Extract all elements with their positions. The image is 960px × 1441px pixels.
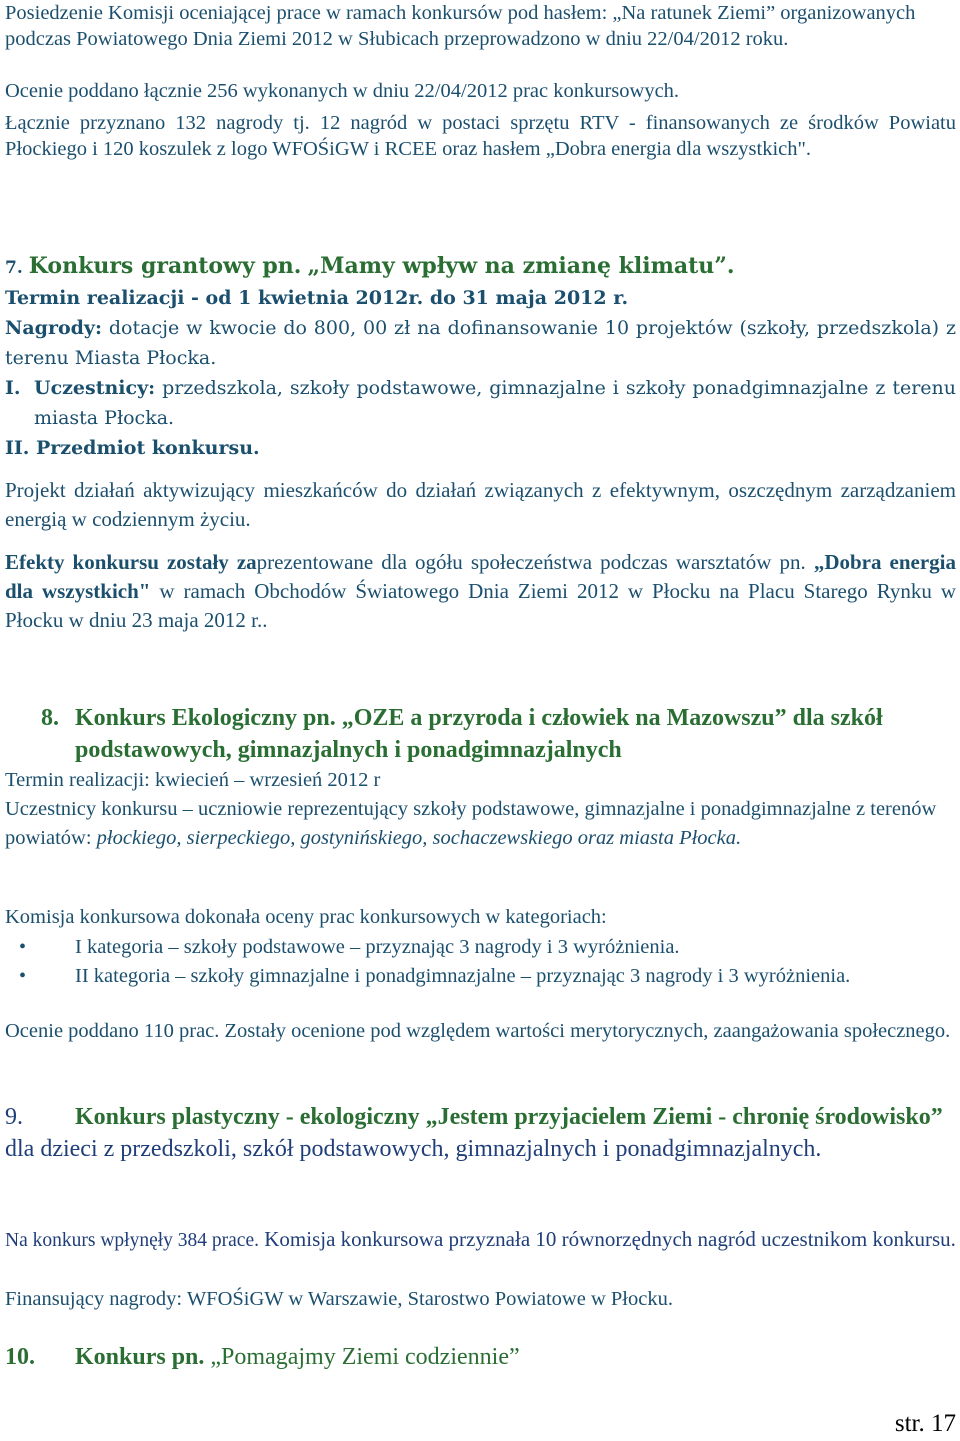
uczestnicy-text: przedszkola, szkoły podstawowe, gimnazjalne i szkoły ponadgimnazjalne z terenu miasta Płocka. xyxy=(34,377,956,429)
uczestnicy-label: Uczestnicy: xyxy=(34,377,156,399)
intro-paragraph-2: Ocenie poddano łącznie 256 wykonanych w dniu 22/04/2012 prac konkursowych. xyxy=(5,80,680,102)
uczestnicy-number: I. xyxy=(5,377,21,399)
section-9-wplynely xyxy=(5,1224,956,1256)
nagrody-label: Nagrody: xyxy=(5,317,102,339)
intro-paragraph-3: Łącznie przyznano 132 nagrody tj. 12 nagród w postaci sprzętu RTV - finansowanych ze środków Powiatu Płockiego i 120 koszulek z logo WFOŚiGW i RCEE oraz hasłem „Dobra energia dla wszystkich". xyxy=(5,112,956,160)
efekty-bold: Efekty konkursu zostały za xyxy=(5,550,257,574)
category-text: I kategoria – szkoły podstawowe – przyznając 3 nagrody i 3 wyróżnienia. xyxy=(75,936,680,958)
category-item xyxy=(5,932,956,962)
section-8-number: 8. xyxy=(41,705,59,731)
section-7-heading xyxy=(5,251,956,283)
bullet-icon: • xyxy=(19,936,27,958)
section-8-komisja: Komisja konkursowa dokonała oceny prac konkursowych w kategoriach: xyxy=(5,906,607,928)
efekty-rest: w ramach Obchodów Światowego Dnia Ziemi 2012 w Płocku na Placu Starego Rynku w Płocku w dniu 23 maja 2012 r.. xyxy=(5,579,957,632)
section-7-projekt: Projekt działań aktywizujący mieszkańców do działań związanych z efektywnym, oszczędnym zarządzaniem energią w codziennym życiu. xyxy=(5,478,956,531)
section-8-termin: Termin realizacji: kwiecień – wrzesień 2012 r xyxy=(5,769,381,791)
section-8-category-2 xyxy=(5,962,956,990)
page-number: str. 17 xyxy=(894,1410,956,1437)
section-8-uczestnicy-text: Uczestnicy konkursu – uczniowie reprezentujący szkoły podstawowe, gimnazjalne i ponadgimnazjalne z terenów powiatów: xyxy=(5,798,937,849)
section-8-categories xyxy=(5,932,956,962)
section-8-uczestnicy-italic: płockiego, sierpeckiego, gostynińskiego, sochaczewskiego oraz miasta Płocka. xyxy=(96,827,742,849)
section-8-uczestnicy xyxy=(5,795,956,853)
nagrody-text: dotacje w kwocie do 800, 00 zł na dofinansowanie 10 projektów (szkoły, przedszkola) z terenu Miasta Płocka. xyxy=(5,317,956,369)
section-7-termin: Termin realizacji - od 1 kwietnia 2012r. do 31 maja 2012 r. xyxy=(5,287,629,309)
section-9-number: 9. xyxy=(5,1104,23,1130)
section-9-wplynely-a: Na konkurs wpłynęły 384 prace. xyxy=(5,1230,259,1251)
section-8-heading xyxy=(5,702,956,766)
efekty-event-name: „Dobra energia dla wszystkich" xyxy=(5,550,956,603)
section-7-title: Konkurs grantowy pn. xyxy=(28,253,302,279)
section-9-heading xyxy=(5,1101,956,1165)
section-7 xyxy=(5,251,956,463)
section-8-title: Konkurs Ekologiczny pn. „OZE a przyroda i człowiek na Mazowszu” dla szkół podstawowych, gimnazjalnych i ponadgimnazjalnych xyxy=(75,705,883,763)
category-text: II kategoria – szkoły gimnazjalne i ponadgimnazjalne – przyznając 3 nagrody i 3 wyróżnienia. xyxy=(75,965,851,987)
section-10-title: Konkurs pn. xyxy=(75,1344,205,1370)
section-9-finansujacy: Finansujący nagrody: WFOŚiGW w Warszawie, Starostwo Powiatowe w Płocku. xyxy=(5,1288,673,1310)
section-7-przedmiot: II. Przedmiot konkursu. xyxy=(5,437,260,459)
section-10-heading xyxy=(5,1341,956,1373)
section-8-ocenie: Ocenie poddano 110 prac. Zostały ocenione pod względem wartości merytorycznych, zaangażowania społecznego. xyxy=(5,1020,951,1042)
intro-paragraph-1: Posiedzenie Komisji oceniającej prace w ramach konkursów pod hasłem: „Na ratunek Ziemi” organizowanych podczas Powiatowego Dnia Ziemi 2012 w Słubicach przeprowadzono w dniu 22/04/2012 roku. xyxy=(5,2,916,50)
section-10-number: 10. xyxy=(5,1344,35,1370)
bullet-icon: • xyxy=(19,965,27,987)
section-9-wplynely-b: Komisja konkursowa przyznała 10 równorzędnych nagród uczestnikom konkursu. xyxy=(264,1227,956,1251)
section-7-title-name: „Mamy wpływ na zmianę klimatu”. xyxy=(307,253,735,279)
section-10-title-rest: „Pomagajmy Ziemi codziennie” xyxy=(210,1344,520,1370)
section-8-body xyxy=(5,766,956,853)
section-7-nagrody xyxy=(5,313,956,373)
section-9-title-rest: dla dzieci z przedszkoli, szkół podstawowych, gimnazjalnych i ponadgimnazjalnych. xyxy=(5,1136,822,1162)
section-7-efekty xyxy=(5,548,956,635)
section-7-number: 7. xyxy=(5,258,23,278)
section-7-uczestnicy xyxy=(5,373,956,433)
efekty-text: prezentowane dla ogółu społeczeństwa podczas warsztatów pn. xyxy=(256,550,806,574)
section-9-title: Konkurs plastyczny - ekologiczny „Jestem przyjacielem Ziemi - chronię środowisko” xyxy=(75,1104,943,1130)
